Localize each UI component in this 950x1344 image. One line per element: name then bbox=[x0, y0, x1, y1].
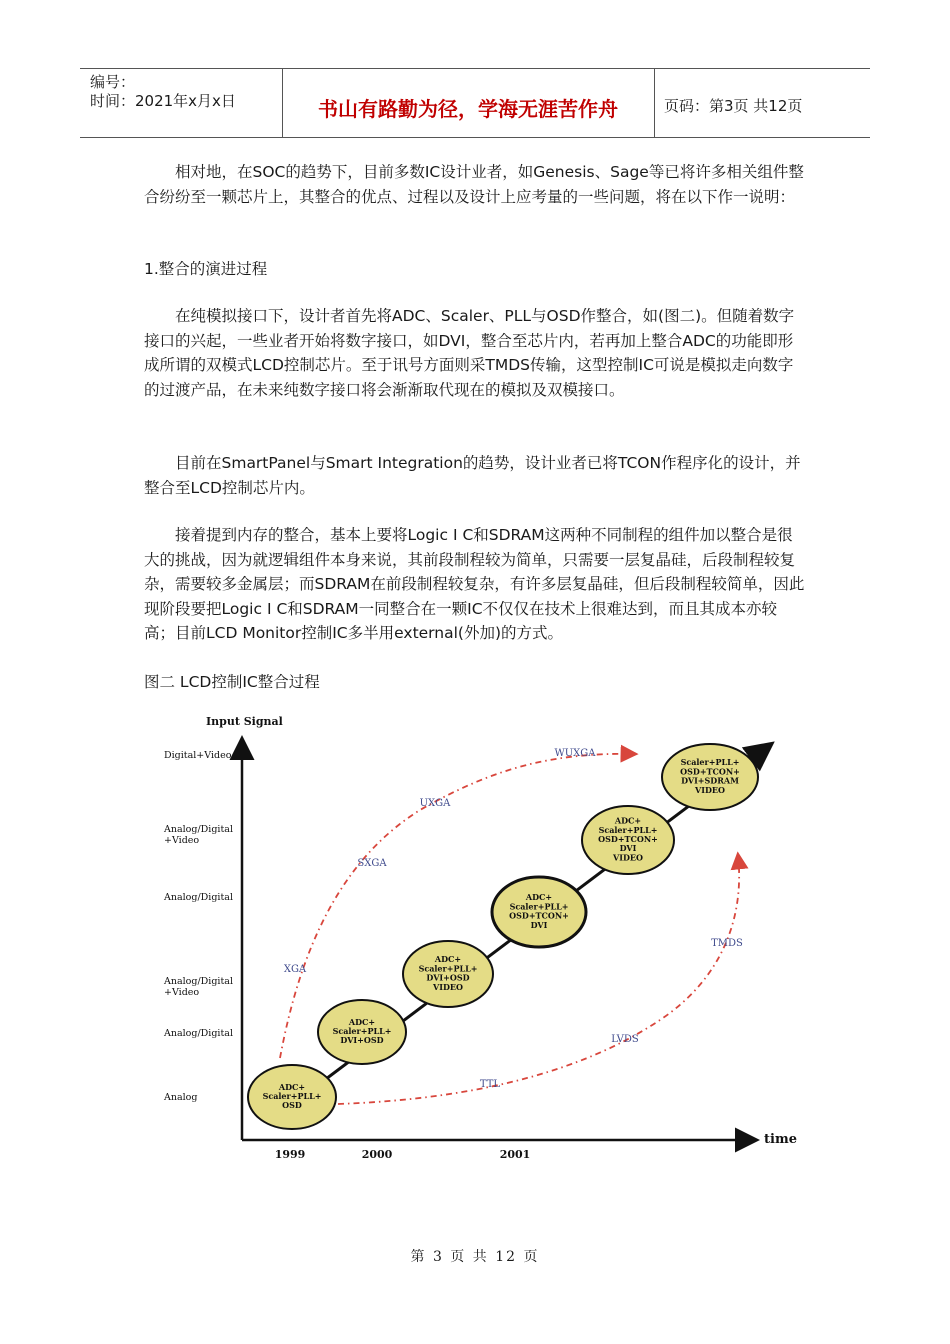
resolution-label: XGA bbox=[283, 964, 307, 975]
section-heading: 1.整合的演进过程 bbox=[144, 260, 268, 278]
figure-caption: 图二 LCD控制IC整合过程 bbox=[144, 673, 320, 691]
stage-ellipse-label: ADC+ Scaler+PLL+ OSD bbox=[262, 1081, 322, 1111]
figure-caption-block bbox=[144, 670, 806, 695]
figure-svg bbox=[150, 700, 810, 1180]
number-label: 编号： bbox=[90, 73, 136, 91]
date-label: 时间：2021年x月x日 bbox=[90, 92, 236, 110]
y-axis-label: Analog/Digital +Video bbox=[164, 976, 233, 998]
x-axis-label: 2000 bbox=[361, 1148, 393, 1161]
y-axis-label: Analog/Digital +Video bbox=[164, 824, 233, 846]
y-axis-label: Digital+Video bbox=[164, 750, 232, 761]
y-axis-label: Analog bbox=[164, 1092, 198, 1103]
page-footer: 第 3 页 共 12 页 bbox=[410, 1249, 540, 1265]
paragraph-4: 接着提到内存的整合，基本上要将Logic I C和SDRAM这两种不同制程的组件加以整合是很大的挑战，因为就逻辑组件本身来说，其前段制程较为简单，只需要一层复晶硅，后段制程较复杂，需要较多金属层；而SDRAM在前段制程较复杂，有许多层复晶硅，但后段制程较简单，因此现阶段要把Logic I C和SDRAM一同整合在一颗IC不仅仅在技术上很难达到，而且其成本亦较高；目前LCD Monitor控制IC多半用external(外加)的方式。 bbox=[144, 526, 805, 642]
y-axis-label: Analog/Digital bbox=[164, 1028, 233, 1039]
paragraph-1-block bbox=[144, 160, 806, 209]
lcd-ic-integration-figure bbox=[150, 700, 810, 1180]
stage-ellipse-label: ADC+ Scaler+PLL+ DVI+OSD bbox=[332, 1016, 392, 1046]
y-axis-label: Analog/Digital bbox=[164, 892, 233, 903]
paragraph-4-block bbox=[144, 523, 806, 646]
header-meta bbox=[80, 69, 283, 137]
header-page-label: 页码：第3页 共12页 bbox=[664, 97, 803, 115]
page-header bbox=[80, 68, 870, 138]
interface-label: TMDS bbox=[711, 938, 743, 949]
paragraph-3-block bbox=[144, 451, 806, 500]
header-motto-cell bbox=[282, 69, 655, 137]
paragraph-2-block bbox=[144, 304, 806, 402]
stage-ellipse-label: ADC+ Scaler+PLL+ DVI+OSD VIDEO bbox=[418, 954, 478, 992]
x-axis-label: 1999 bbox=[274, 1148, 306, 1161]
interface-label: LVDS bbox=[611, 1034, 639, 1045]
paragraph-2: 在纯模拟接口下，设计者首先将ADC、Scaler、PLL与OSD作整合，如(图二)。但随着数字接口的兴起，一些业者开始将数字接口，如DVI，整合至芯片内，若再加上整合ADC的功能即形成所谓的双模式LCD控制芯片。至于讯号方面则采TMDS传输，这型控制IC可说是模拟走向数字的过渡产品，在未来纯数字接口将会渐渐取代现在的模拟及双模接口。 bbox=[144, 307, 795, 399]
resolution-label: WUXGA bbox=[554, 748, 596, 759]
paragraph-1: 相对地，在SOC的趋势下，目前多数IC设计业者，如Genesis、Sage等已将许多相关组件整合纷纷至一颗芯片上，其整合的优点、过程以及设计上应考量的一些问题，将在以下作一说明： bbox=[144, 163, 804, 206]
paragraph-3: 目前在SmartPanel与Smart Integration的趋势，设计业者已将TCON作程序化的设计，并整合至LCD控制芯片内。 bbox=[144, 454, 801, 497]
header-page-cell bbox=[654, 69, 870, 137]
stage-ellipse-label: ADC+ Scaler+PLL+ OSD+TCON+ DVI VIDEO bbox=[598, 815, 658, 863]
x-axis-label: 2001 bbox=[499, 1148, 531, 1161]
interface-label: TTL bbox=[479, 1079, 501, 1090]
y-axis-title: Input Signal bbox=[206, 715, 283, 728]
resolution-label: UXGA bbox=[419, 798, 451, 809]
stage-ellipse-label: Scaler+PLL+ OSD+TCON+ DVI+SDRAM VIDEO bbox=[680, 757, 740, 795]
header-motto: 书山有路勤为径，学海无涯苦作舟 bbox=[318, 97, 618, 121]
stage-ellipse-label: ADC+ Scaler+PLL+ OSD+TCON+ DVI bbox=[509, 892, 569, 930]
x-axis-title: time bbox=[764, 1132, 797, 1147]
resolution-label: SXGA bbox=[357, 858, 387, 869]
section-1-block bbox=[144, 257, 806, 282]
